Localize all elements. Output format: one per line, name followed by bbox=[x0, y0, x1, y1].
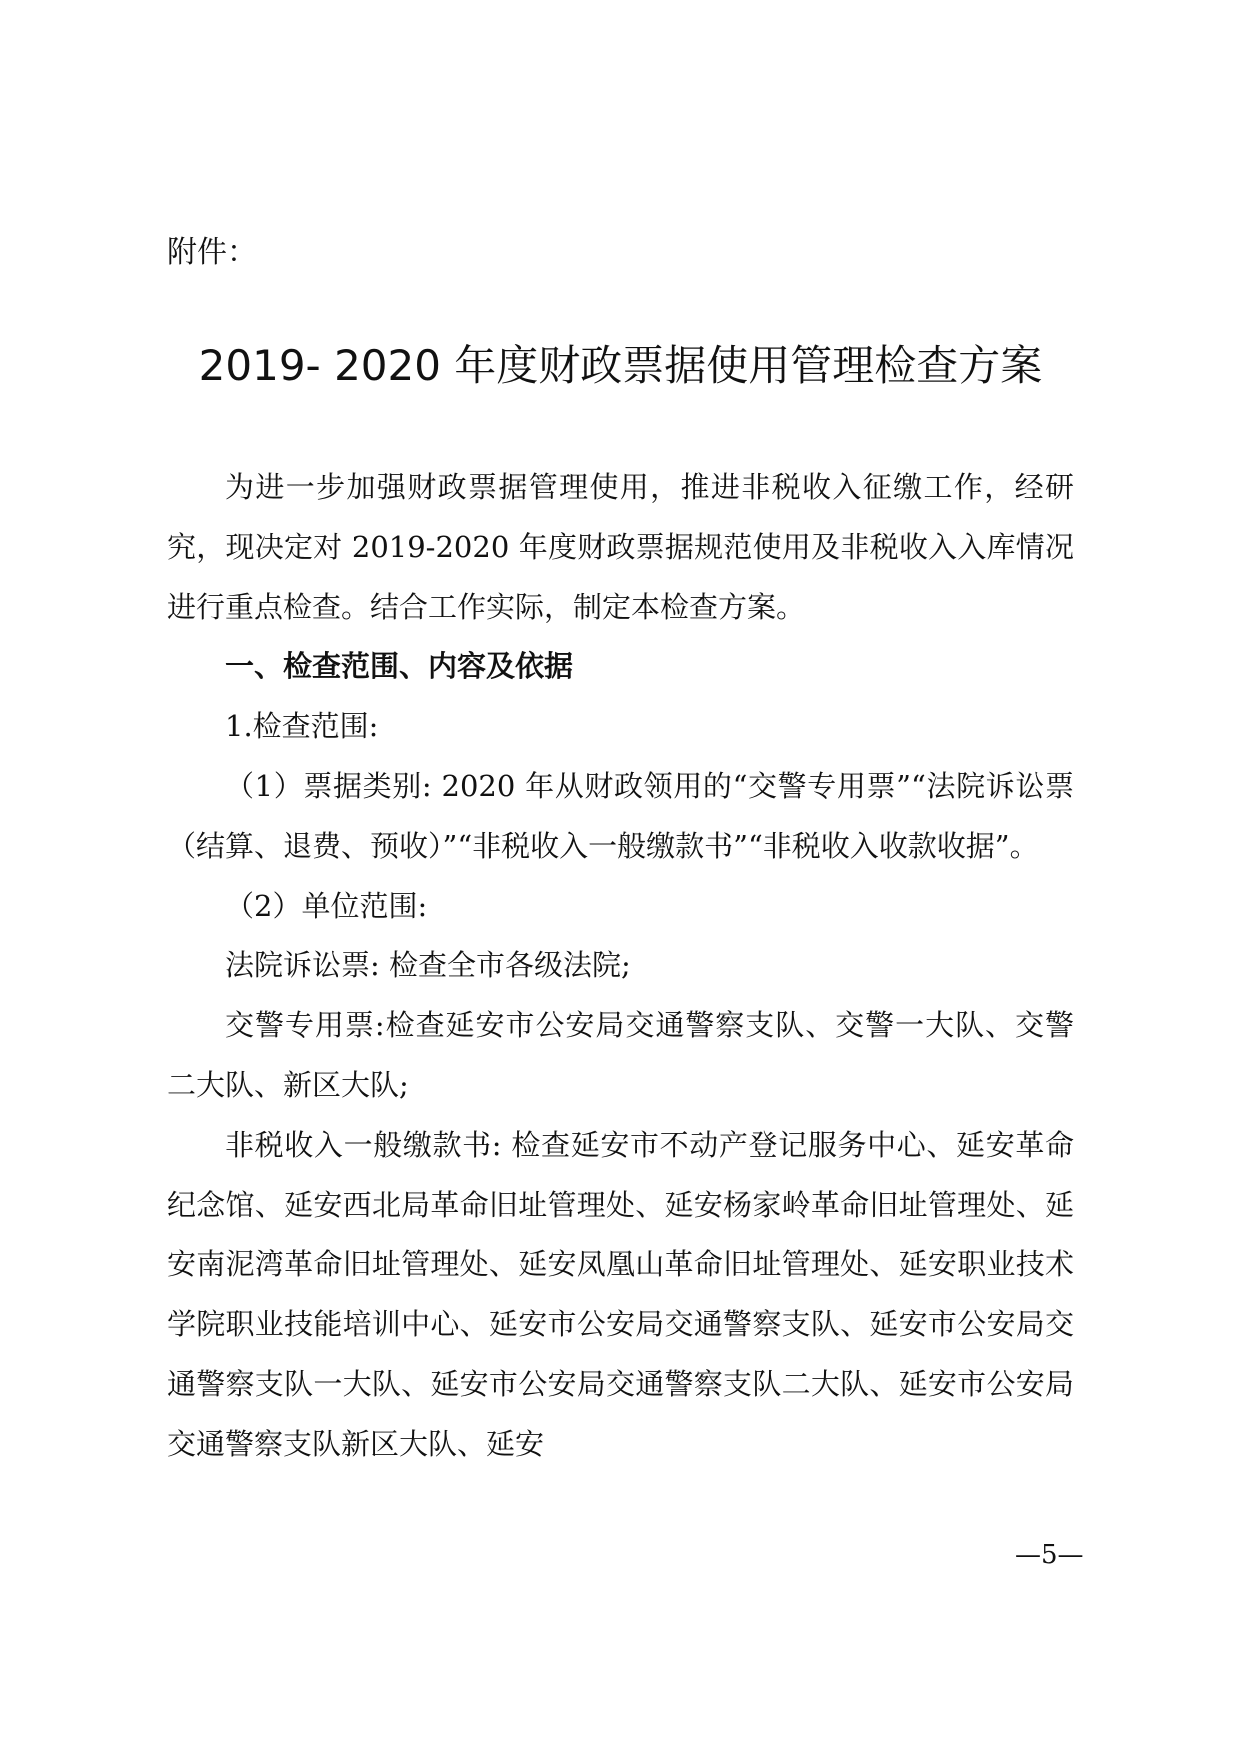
attachment-label: 附件： bbox=[167, 235, 257, 270]
document-body bbox=[167, 458, 1074, 1475]
court-ticket-paragraph: 法院诉讼票: 检查全市各级法院; bbox=[225, 948, 631, 983]
page-number: —5— bbox=[1015, 1540, 1084, 1570]
ticket-category-paragraph: （1）票据类别: 2020 年从财政领用的“交警专用票”“法院诉讼票（结算、退费、预收）”“非税收入一般缴款书”“非税收入收款收据”。 bbox=[167, 768, 1074, 863]
section-heading: 一、检查范围、内容及依据 bbox=[225, 649, 574, 684]
payment-book-paragraph: 非税收入一般缴款书: 检查延安市不动产登记服务中心、延安革命纪念馆、延安西北局革命旧址管理处、延安杨家岭革命旧址管理处、延安南泥湾革命旧址管理处、延安凤凰山革命旧址管理处、延安职业技术学院职业技能培训中心、延安市公安局交通警察支队、延安市公安局交通警察支队一大队、延安市公安局交通警察支队二大队、延安市公安局交通警察支队新区大队、延安 bbox=[167, 1127, 1074, 1461]
unit-scope-heading: （2）单位范围: bbox=[225, 888, 428, 923]
document-title: 2019- 2020 年度财政票据使用管理检查方案 bbox=[198, 341, 1043, 390]
subsection-heading: 1.检查范围: bbox=[225, 709, 379, 744]
intro-paragraph: 为进一步加强财政票据管理使用，推进非税收入征缴工作，经研究，现决定对 2019-2020 年度财政票据规范使用及非税收入入库情况进行重点检查。结合工作实际，制定本检查方案。 bbox=[167, 470, 1074, 624]
traffic-ticket-paragraph: 交警专用票:检查延安市公安局交通警察支队、交警一大队、交警二大队、新区大队; bbox=[167, 1008, 1074, 1102]
